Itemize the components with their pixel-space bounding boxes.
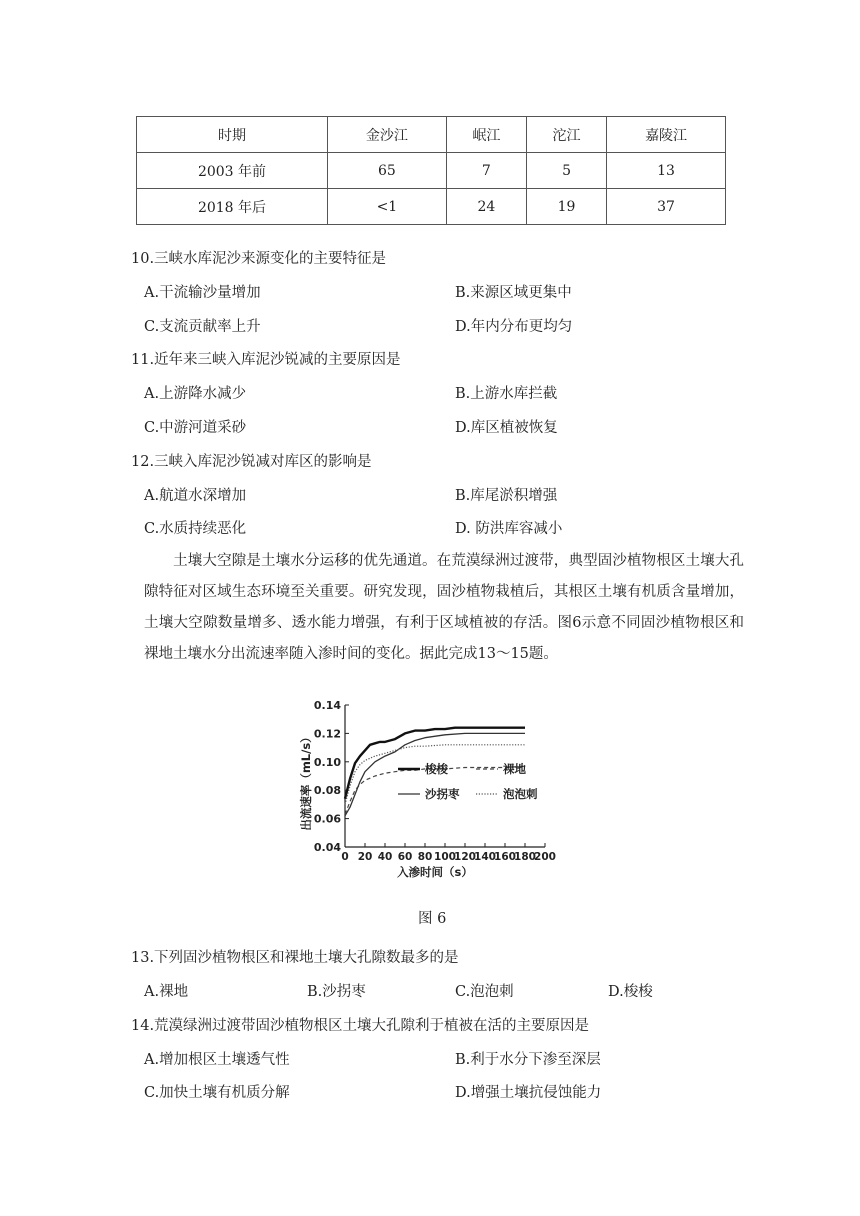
table-cell: 65 — [327, 153, 446, 189]
table-header-cell: 嘉陵江 — [607, 117, 726, 153]
question-11-option-a[interactable]: A.上游降水减少 — [144, 386, 247, 402]
x-tick-label: 100 — [434, 851, 456, 863]
table-header-cell: 岷江 — [446, 117, 526, 153]
figure-caption: 图 6 — [418, 911, 447, 927]
table-header-cell: 沱江 — [526, 117, 606, 153]
table-cell: 13 — [607, 153, 726, 189]
data-table — [136, 116, 726, 225]
table-header-row — [137, 117, 726, 153]
question-10-option-c[interactable]: C.支流贡献率上升 — [144, 319, 261, 335]
question-12-option-c[interactable]: C.水质持续恶化 — [144, 521, 247, 537]
passage-text: 土壤大空隙是土壤水分运移的优先通道。在荒漠绿洲过渡带，典型固沙植物根区土壤大孔隙特征对区域生态环境至关重要。研究发现，固沙植物栽植后，其根区土壤有机质含量增加，土壤大空隙数量增多、透水能力增强，有利于区域植被的存活。图6示意不同固沙植物根区和裸地土壤水分出流速率随入渗时间的变化。据此完成13～15题。 — [144, 553, 744, 662]
question-12-stem: 12.三峡入库泥沙锐减对库区的影响是 — [131, 454, 372, 470]
question-14-option-b[interactable]: B.利于水分下渗至深层 — [455, 1052, 601, 1068]
table-cell: 2003 年前 — [137, 153, 328, 189]
question-10-option-a[interactable]: A.干流输沙量增加 — [144, 285, 261, 301]
table-cell: 24 — [446, 189, 526, 225]
x-tick-label: 80 — [417, 851, 433, 863]
x-axis-label: 入渗时间（s） — [397, 865, 473, 879]
question-11-stem: 11.近年来三峡入库泥沙锐减的主要原因是 — [131, 352, 401, 368]
y-tick-label: 0.08 — [313, 784, 341, 798]
table-header-cell: 时期 — [137, 117, 328, 153]
question-10-option-d[interactable]: D.年内分布更均匀 — [455, 319, 573, 335]
question-11-option-b[interactable]: B.上游水库拦截 — [455, 386, 558, 402]
question-12-option-d[interactable]: D. 防洪库容减小 — [455, 521, 563, 537]
y-axis-label: 出流速率（mL/s） — [299, 731, 313, 831]
question-13-option-d[interactable]: D.梭梭 — [608, 984, 653, 1000]
y-tick-label: 0.06 — [313, 812, 341, 826]
question-13-option-a[interactable]: A.裸地 — [144, 984, 189, 1000]
x-tick-label: 60 — [397, 851, 413, 863]
question-14-stem: 14.荒漠绿洲过渡带固沙植物根区土壤大孔隙利于植被在活的主要原因是 — [131, 1018, 590, 1034]
question-14-option-d[interactable]: D.增强土壤抗侵蚀能力 — [455, 1085, 602, 1101]
infiltration-chart — [290, 695, 560, 895]
y-tick-label: 0.10 — [313, 755, 341, 769]
y-tick-label: 0.14 — [313, 699, 341, 712]
x-tick-label: 140 — [474, 851, 496, 863]
question-10-stem: 10.三峡水库泥沙来源变化的主要特征是 — [131, 251, 387, 267]
question-14-option-c[interactable]: C.加快土壤有机质分解 — [144, 1085, 290, 1101]
question-10-option-b[interactable]: B.来源区域更集中 — [455, 285, 572, 301]
x-tick-label: 160 — [494, 851, 516, 863]
table-row — [137, 189, 726, 225]
table-row — [137, 153, 726, 189]
legend-label: 裸地 — [503, 762, 526, 776]
table-cell: 19 — [526, 189, 606, 225]
table-cell: 7 — [446, 153, 526, 189]
x-tick-label: 20 — [357, 851, 373, 863]
table-cell: 5 — [526, 153, 606, 189]
legend-label: 梭梭 — [425, 762, 448, 776]
question-13-stem: 13.下列固沙植物根区和裸地土壤大孔隙数最多的是 — [131, 950, 459, 966]
question-13-option-c[interactable]: C.泡泡刺 — [455, 984, 514, 1000]
question-12-option-a[interactable]: A.航道水深增加 — [144, 488, 247, 504]
x-tick-label: 120 — [454, 851, 476, 863]
legend-label: 泡泡刺 — [503, 787, 538, 801]
legend-label: 沙拐枣 — [425, 787, 460, 801]
table-cell: 2018 年后 — [137, 189, 328, 225]
table-cell: 37 — [607, 189, 726, 225]
x-tick-label: 0 — [341, 851, 349, 863]
table-cell: <1 — [327, 189, 446, 225]
x-tick-label: 180 — [514, 851, 536, 863]
question-12-option-b[interactable]: B.库尾淤积增强 — [455, 488, 558, 504]
y-tick-label: 0.12 — [313, 727, 341, 741]
x-tick-label: 40 — [377, 851, 393, 863]
question-11-option-d[interactable]: D.库区植被恢复 — [455, 420, 558, 436]
reading-passage — [144, 546, 744, 670]
question-14-option-a[interactable]: A.增加根区土壤透气性 — [144, 1052, 290, 1068]
x-tick-label: 200 — [534, 851, 556, 863]
question-11-option-c[interactable]: C.中游河道采砂 — [144, 420, 247, 436]
question-13-option-b[interactable]: B.沙拐枣 — [307, 984, 366, 1000]
y-tick-label: 0.04 — [313, 841, 341, 854]
table-header-cell: 金沙江 — [327, 117, 446, 153]
